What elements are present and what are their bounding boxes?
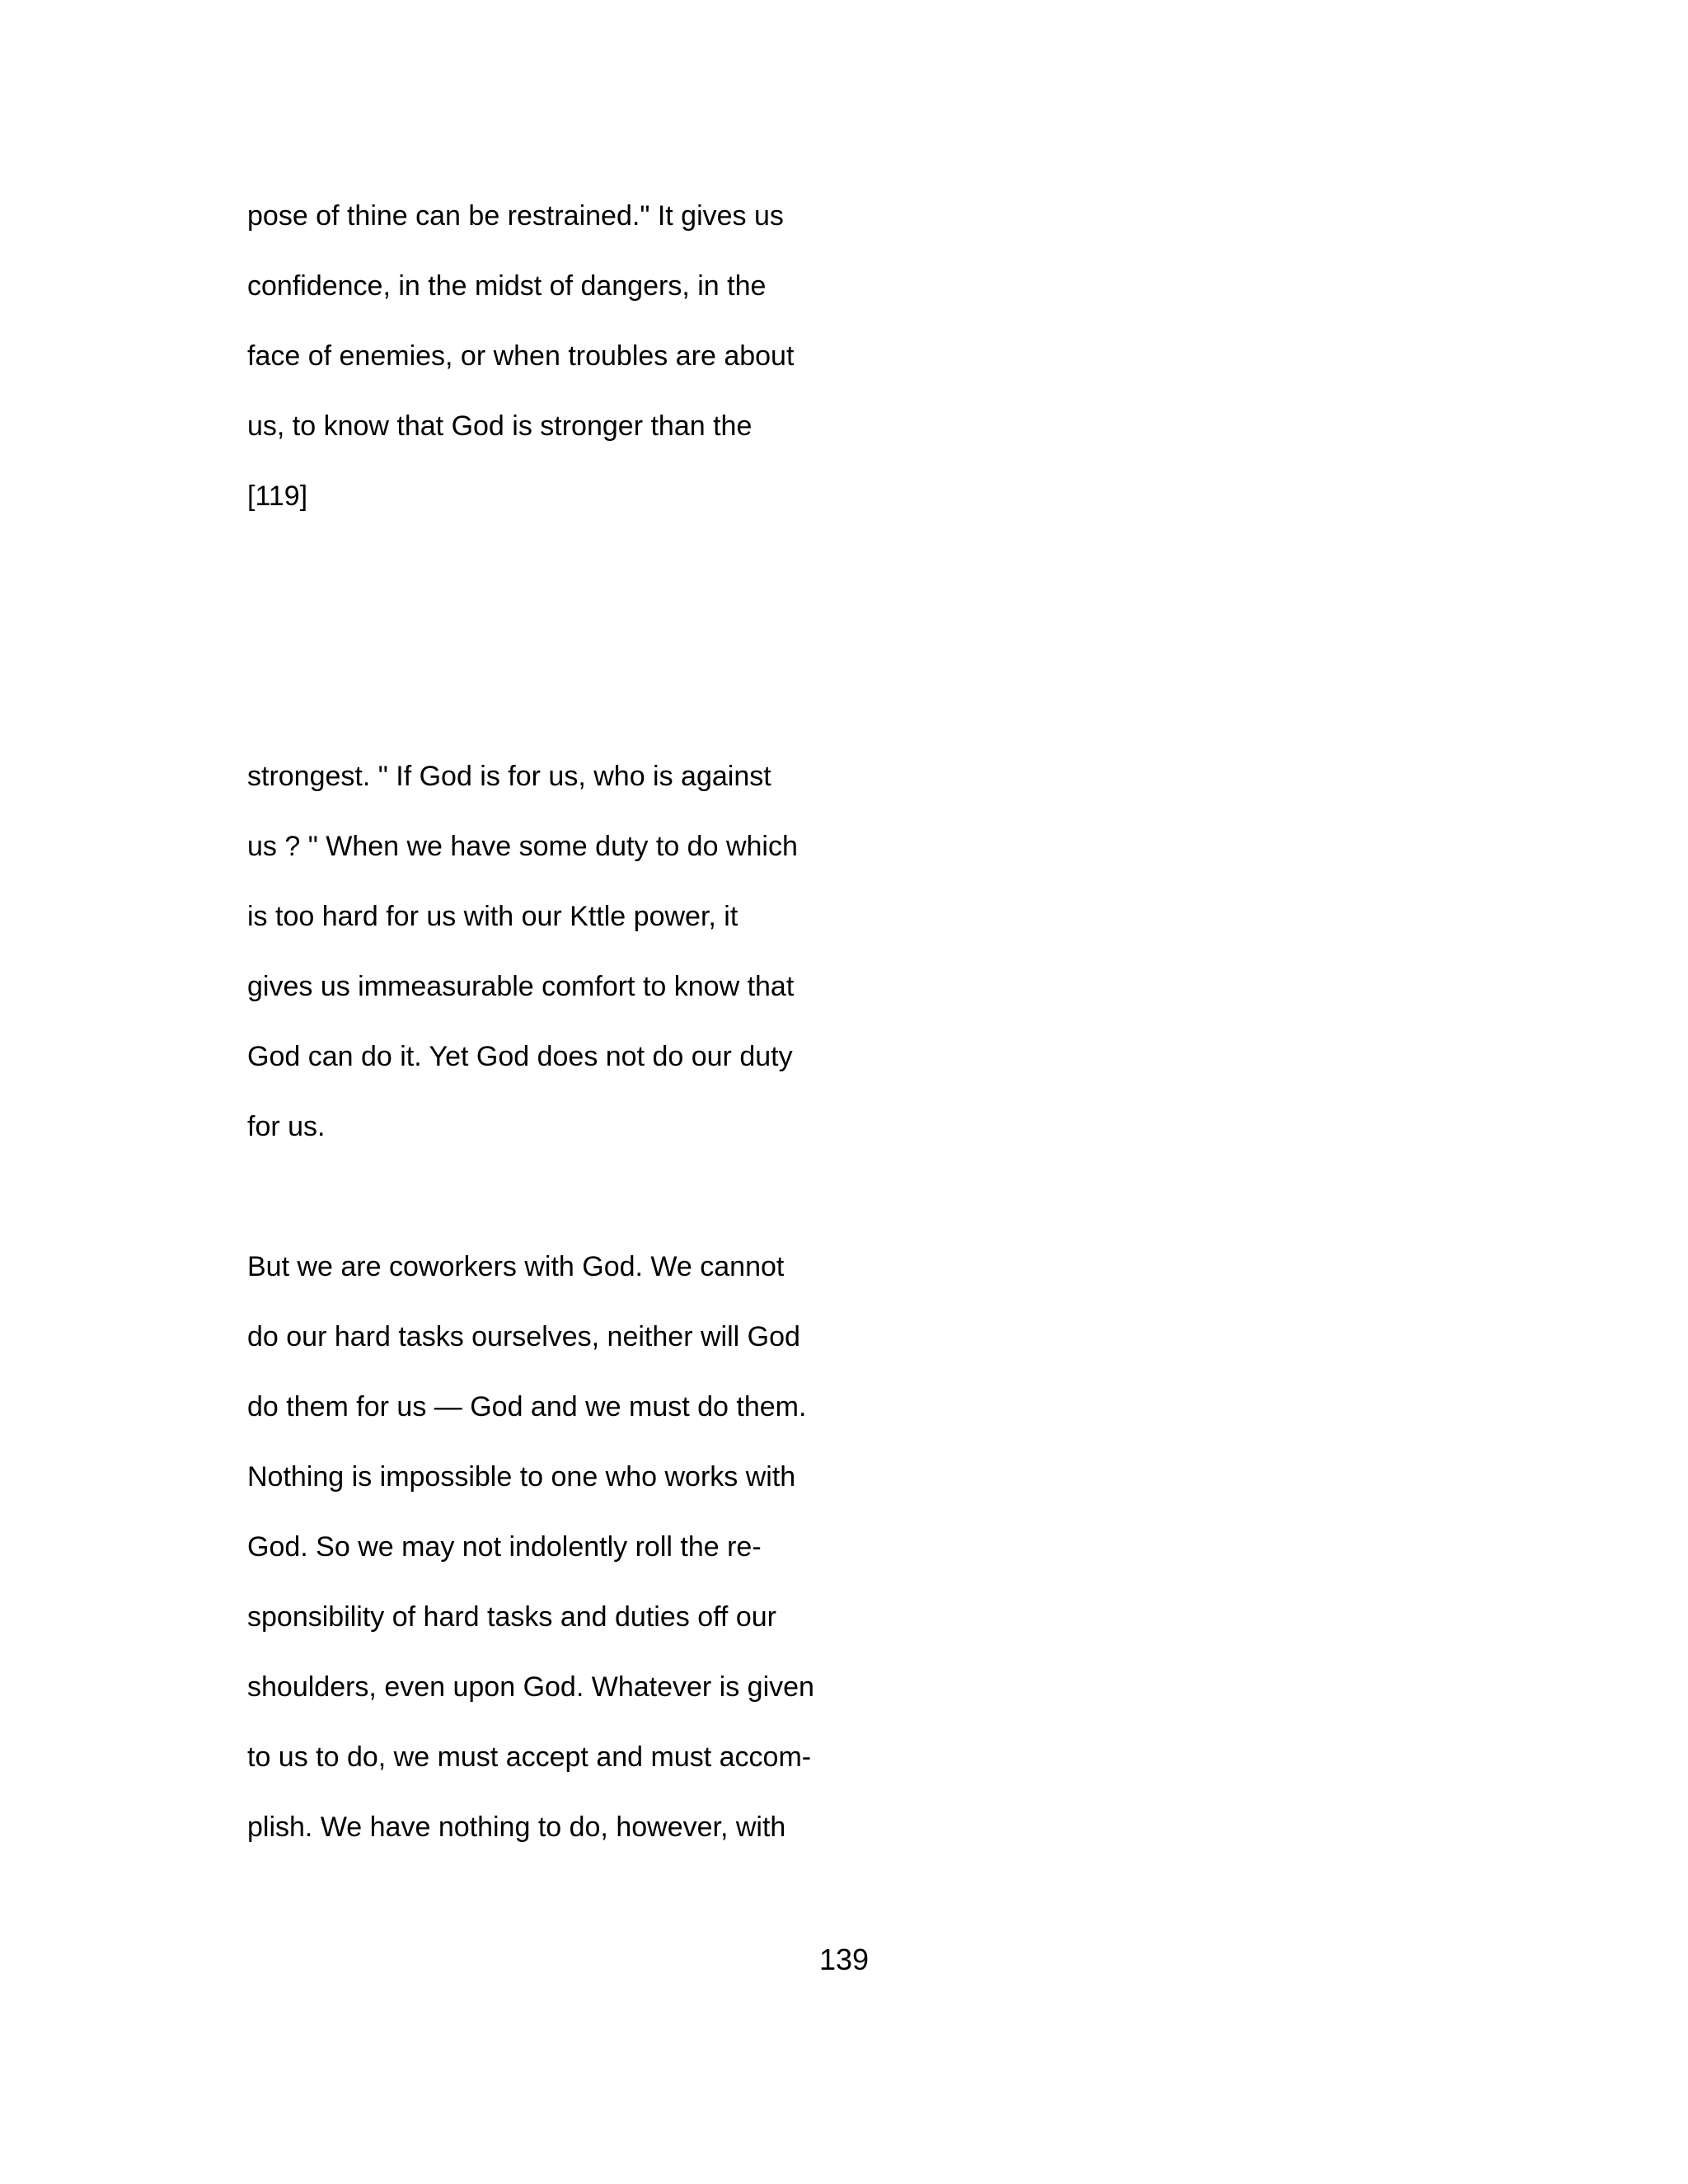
text-line: us ? " When we have some duty to do which <box>247 831 798 862</box>
text-line: God can do it. Yet God does not do our duty <box>247 1041 793 1072</box>
text-line: do them for us — God and we must do them. <box>247 1391 807 1422</box>
text-line: do our hard tasks ourselves, neither will God <box>247 1321 800 1352</box>
text-line: sponsibility of hard tasks and duties off our <box>247 1601 776 1633</box>
text-line: plish. We have nothing to do, however, with <box>247 1811 786 1843</box>
text-line: for us. <box>247 1111 326 1142</box>
text-line: face of enemies, or when troubles are about <box>247 340 795 372</box>
text-line: strongest. " If God is for us, who is against <box>247 761 771 792</box>
page-number: 139 <box>818 1943 870 1976</box>
text-line: pose of thine can be restrained." It gives us <box>247 200 784 232</box>
text-line: confidence, in the midst of dangers, in the <box>247 270 767 302</box>
text-line: Nothing is impossible to one who works with <box>247 1461 796 1493</box>
text-line: gives us immeasurable comfort to know that <box>247 971 795 1002</box>
text-line: us, to know that God is stronger than the <box>247 410 753 442</box>
text-line: shoulders, even upon God. Whatever is given <box>247 1671 814 1703</box>
text-line: God. So we may not indolently roll the re- <box>247 1531 762 1563</box>
text-line: But we are coworkers with God. We cannot <box>247 1251 785 1282</box>
original-page-marker: [119] <box>247 480 308 512</box>
text-line: to us to do, we must accept and must accom- <box>247 1741 812 1773</box>
text-line: is too hard for us with our Kttle power, it <box>247 901 738 932</box>
